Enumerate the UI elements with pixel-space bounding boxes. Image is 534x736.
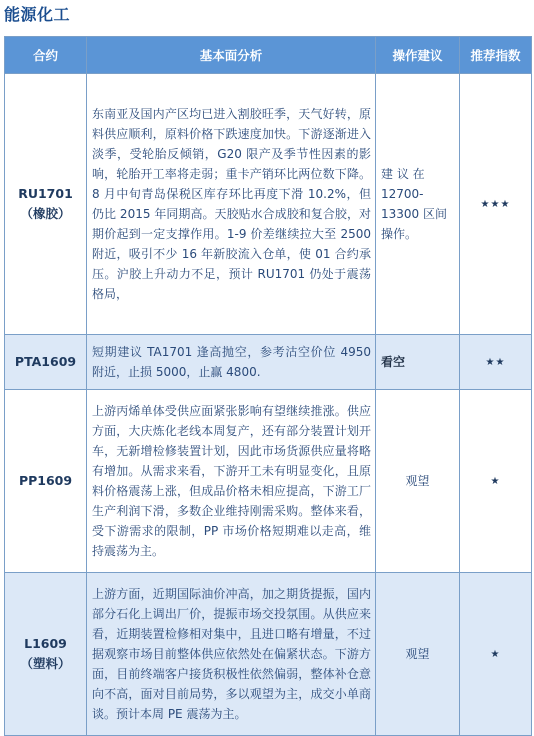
- advice-cell: 观望: [376, 573, 460, 736]
- analysis-cell: 上游方面，近期国际油价冲高，加之期货提振，国内部分石化上调出厂价，提振市场交投氛围。从供应来看，近期装置检修相对集中，且进口略有增量，不过据观察市场目前整体供应依然处在偏紧状态。下游方面，目前终端客户接货积极性依然偏弱，整体补仓意向不高，面对目前局势，多以观望为主，成交小单商谈。预计本周 PE 震荡为主。: [87, 573, 376, 736]
- contract-name: （塑料）: [20, 656, 71, 671]
- rating-stars: ★★★: [460, 74, 532, 335]
- contract-table: [4, 36, 532, 736]
- header-advice: 操作建议: [376, 37, 460, 74]
- contract-code: PP1609: [18, 473, 73, 488]
- contract-code: PTA1609: [14, 354, 77, 369]
- contract-cell: [5, 573, 87, 736]
- contract-cell: [5, 74, 87, 335]
- rating-stars: ★: [460, 573, 532, 736]
- rating-stars: ★: [460, 390, 532, 573]
- contract-code: RU1701: [18, 186, 73, 201]
- advice-cell: 看空: [376, 335, 460, 390]
- header-contract: 合约: [5, 37, 87, 74]
- table-row: [5, 335, 532, 390]
- rating-stars: ★★: [460, 335, 532, 390]
- contract-cell: [5, 390, 87, 573]
- table-row: [5, 390, 532, 573]
- section-title: 能源化工: [4, 5, 71, 24]
- contract-code: L1609: [24, 636, 67, 651]
- analysis-cell: 东南亚及国内产区均已进入割胶旺季，天气好转，原料供应顺利，原料价格下跌速度加快。下游逐渐进入淡季，受轮胎反倾销，G20 限产及季节性因素的影响，轮胎开工率将走弱；重卡产销环比两位数下降。8 月中旬青岛保税区库存环比再度下滑 10.2%，但仍比 2015 年同期高。天胶贴水合成胶和复合胶，对期价起到一定支撑作用。1-9 价差继续拉大至 2500 附近，吸引不少 16 年新胶流入仓单，使 01 合约承压。沪胶上升动力不足，预计 RU1701 仍处于震荡格局，: [87, 74, 376, 335]
- advice-cell: 观望: [376, 390, 460, 573]
- analysis-cell: 短期建议 TA1701 逢高抛空，参考沽空价位 4950 附近，止损 5000，止赢 4800.: [87, 335, 376, 390]
- advice-cell: 建 议 在 12700-13300 区间操作。: [376, 74, 460, 335]
- analysis-cell: 上游丙烯单体受供应面紧张影响有望继续推涨。供应方面，大庆炼化老线本周复产，还有部分装置计划开车，无新增检修装置计划，因此市场货源供应量将略有增加。从需求来看，下游开工未有明显变化，且原料价格震荡上涨，但成品价格未相应提高，下游工厂生产利润下滑，多数企业维持刚需采购。整体来看，受下游需求的限制，PP 市场价格短期难以走高，维持震荡为主。: [87, 390, 376, 573]
- contract-name: （橡胶）: [20, 206, 71, 221]
- table-row: [5, 74, 532, 335]
- contract-cell: [5, 335, 87, 390]
- table-row: [5, 573, 532, 736]
- header-analysis: 基本面分析: [87, 37, 376, 74]
- table-header-row: [5, 37, 532, 74]
- header-rating: 推荐指数: [460, 37, 532, 74]
